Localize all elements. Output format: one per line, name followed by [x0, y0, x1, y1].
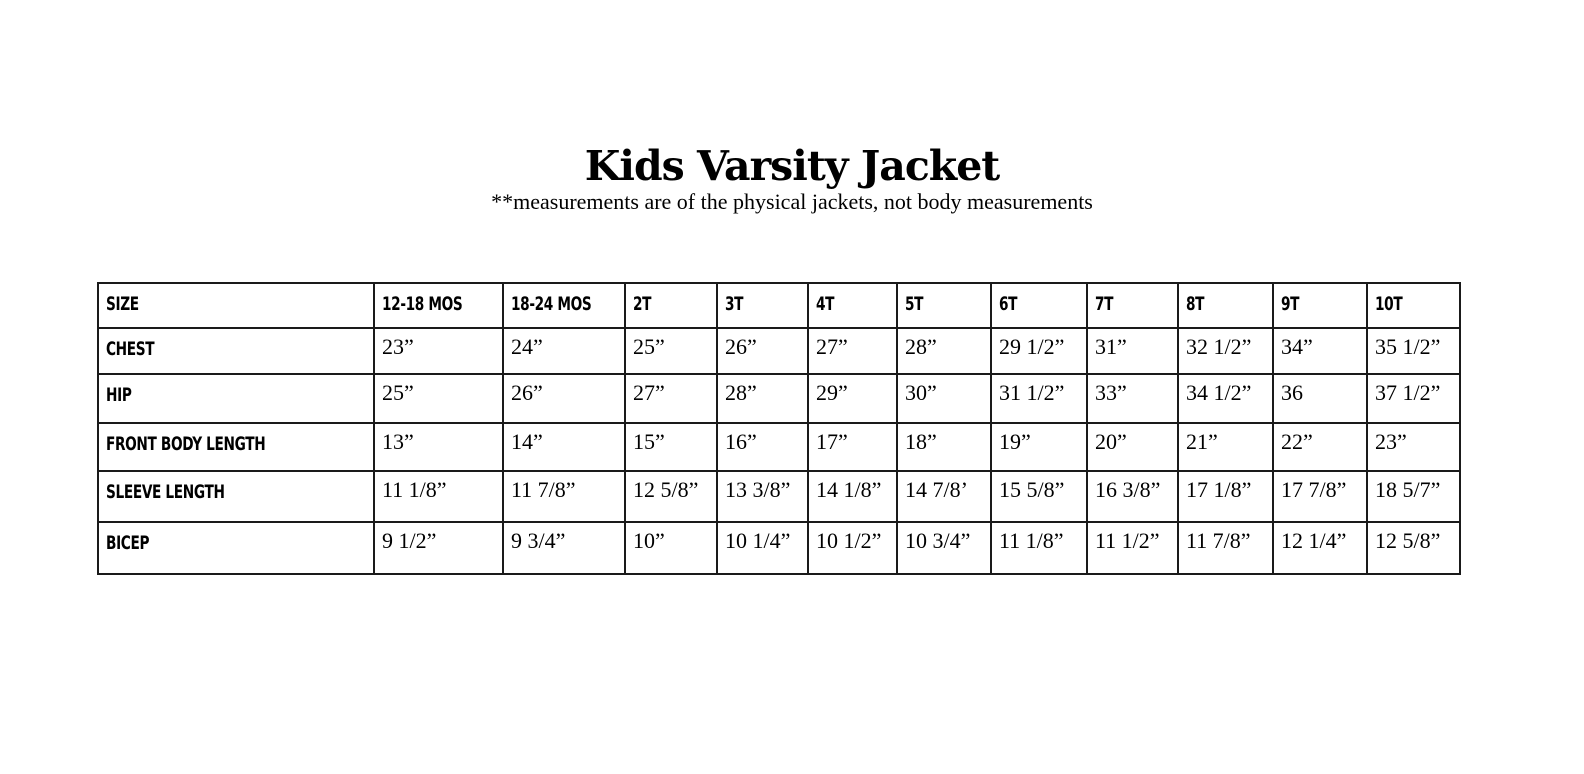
table-cell	[808, 522, 897, 574]
table-cell	[503, 423, 625, 471]
cell-value: 26”	[511, 380, 543, 405]
header-cell-text: 10T	[1375, 293, 1403, 315]
table-cell	[374, 423, 503, 471]
header-cell-text: SIZE	[106, 293, 139, 315]
table-cell	[717, 522, 808, 574]
cell-value: 14 1/8”	[816, 477, 882, 502]
row-label-cell	[98, 374, 374, 423]
cell-value: 15”	[633, 429, 665, 454]
table-cell	[717, 328, 808, 374]
table-cell	[374, 471, 503, 522]
cell-value: 29 1/2”	[999, 334, 1065, 359]
cell-value: 10”	[633, 528, 665, 553]
cell-value: 28”	[905, 334, 937, 359]
header-cell-text: 4T	[816, 293, 835, 315]
table-cell	[625, 522, 717, 574]
cell-value: 36	[1281, 380, 1303, 405]
cell-value: 20”	[1095, 429, 1127, 454]
table-cell	[897, 522, 991, 574]
table-cell	[374, 522, 503, 574]
header-cell-text: 5T	[905, 293, 924, 315]
header-cell-text: 7T	[1095, 293, 1114, 315]
table-cell	[1273, 423, 1367, 471]
cell-value: 17”	[816, 429, 848, 454]
row-label-cell	[98, 423, 374, 471]
cell-value: 15 5/8”	[999, 477, 1065, 502]
table-row	[98, 423, 1460, 471]
cell-value: 11 7/8”	[1186, 528, 1251, 553]
cell-value: 16 3/8”	[1095, 477, 1161, 502]
table-cell	[991, 423, 1087, 471]
table-cell	[808, 423, 897, 471]
cell-value: 14 7/8’	[905, 477, 968, 502]
table-cell	[991, 374, 1087, 423]
table-cell	[374, 374, 503, 423]
cell-value: 16”	[725, 429, 757, 454]
cell-value: 13 3/8”	[725, 477, 791, 502]
table-cell	[1087, 423, 1178, 471]
cell-value: 9 3/4”	[511, 528, 566, 553]
table-cell	[1273, 522, 1367, 574]
cell-value: 11 7/8”	[511, 477, 576, 502]
table-cell	[1273, 471, 1367, 522]
table-header-row	[98, 283, 1460, 328]
header-cell	[625, 283, 717, 328]
table-cell	[1087, 522, 1178, 574]
table-cell	[503, 328, 625, 374]
table-cell	[374, 328, 503, 374]
table-cell	[1367, 471, 1460, 522]
table-cell	[503, 374, 625, 423]
cell-value: 12 1/4”	[1281, 528, 1347, 553]
table-cell	[625, 471, 717, 522]
row-label: CHEST	[106, 338, 155, 360]
cell-value: 17 1/8”	[1186, 477, 1252, 502]
cell-value: 19”	[999, 429, 1031, 454]
cell-value: 10 3/4”	[905, 528, 971, 553]
cell-value: 29”	[816, 380, 848, 405]
table-row	[98, 328, 1460, 374]
header-cell	[717, 283, 808, 328]
row-label: FRONT BODY LENGTH	[106, 433, 266, 455]
cell-value: 12 5/8”	[633, 477, 699, 502]
row-label-cell	[98, 471, 374, 522]
header-cell-text: 18-24 MOS	[511, 293, 592, 315]
table-cell	[808, 374, 897, 423]
table-cell	[1087, 374, 1178, 423]
table-cell	[1367, 328, 1460, 374]
cell-value: 34”	[1281, 334, 1313, 359]
table-cell	[991, 328, 1087, 374]
cell-value: 32 1/2”	[1186, 334, 1252, 359]
cell-value: 22”	[1281, 429, 1313, 454]
cell-value: 11 1/8”	[999, 528, 1064, 553]
cell-value: 37 1/2”	[1375, 380, 1441, 405]
cell-value: 35 1/2”	[1375, 334, 1441, 359]
header-cell	[503, 283, 625, 328]
table-cell	[717, 374, 808, 423]
table-cell	[625, 423, 717, 471]
table-cell	[808, 471, 897, 522]
table-cell	[897, 328, 991, 374]
cell-value: 21”	[1186, 429, 1218, 454]
cell-value: 27”	[816, 334, 848, 359]
cell-value: 31”	[1095, 334, 1127, 359]
cell-value: 27”	[633, 380, 665, 405]
cell-value: 31 1/2”	[999, 380, 1065, 405]
header-cell-text: 9T	[1281, 293, 1300, 315]
table-cell	[1273, 328, 1367, 374]
cell-value: 18 5/7”	[1375, 477, 1441, 502]
table-row	[98, 522, 1460, 574]
cell-value: 9 1/2”	[382, 528, 437, 553]
cell-value: 17 7/8”	[1281, 477, 1347, 502]
header-cell	[1273, 283, 1367, 328]
header-cell	[1178, 283, 1273, 328]
header-cell-text: 12-18 MOS	[382, 293, 463, 315]
table-cell	[1087, 471, 1178, 522]
table-cell	[1367, 374, 1460, 423]
cell-value: 10 1/4”	[725, 528, 791, 553]
header-cell	[98, 283, 374, 328]
cell-value: 33”	[1095, 380, 1127, 405]
table-row	[98, 471, 1460, 522]
header-cell	[1367, 283, 1460, 328]
table-cell	[717, 471, 808, 522]
table-cell	[1367, 522, 1460, 574]
cell-value: 26”	[725, 334, 757, 359]
cell-value: 25”	[633, 334, 665, 359]
page-title: Kids Varsity Jacket	[584, 142, 1000, 190]
table-cell	[503, 522, 625, 574]
table-cell	[717, 423, 808, 471]
row-label: BICEP	[106, 532, 150, 554]
header-cell-text: 3T	[725, 293, 744, 315]
table-cell	[1273, 374, 1367, 423]
table-cell	[1178, 328, 1273, 374]
cell-value: 25”	[382, 380, 414, 405]
table-cell	[1367, 423, 1460, 471]
header-cell-text: 2T	[633, 293, 652, 315]
cell-value: 11 1/8”	[382, 477, 447, 502]
table-cell	[897, 374, 991, 423]
table-cell	[991, 471, 1087, 522]
table-cell	[1178, 423, 1273, 471]
cell-value: 18”	[905, 429, 937, 454]
cell-value: 13”	[382, 429, 414, 454]
cell-value: 14”	[511, 429, 543, 454]
table-cell	[625, 374, 717, 423]
table-cell	[808, 328, 897, 374]
row-label-cell	[98, 328, 374, 374]
cell-value: 11 1/2”	[1095, 528, 1160, 553]
table-cell	[897, 471, 991, 522]
header-cell-text: 6T	[999, 293, 1018, 315]
header-cell	[808, 283, 897, 328]
table-cell	[1178, 471, 1273, 522]
cell-value: 12 5/8”	[1375, 528, 1441, 553]
cell-value: 23”	[1375, 429, 1407, 454]
cell-value: 34 1/2”	[1186, 380, 1252, 405]
header-cell	[897, 283, 991, 328]
cell-value: 28”	[725, 380, 757, 405]
header-cell-text: 8T	[1186, 293, 1205, 315]
table-cell	[1178, 522, 1273, 574]
header-cell	[1087, 283, 1178, 328]
header-cell	[991, 283, 1087, 328]
page-subtitle: **measurements are of the physical jackets, not body measurements	[491, 189, 1093, 214]
header-cell	[374, 283, 503, 328]
cell-value: 24”	[511, 334, 543, 359]
row-label-cell	[98, 522, 374, 574]
table-cell	[897, 423, 991, 471]
table-cell	[625, 328, 717, 374]
row-label: HIP	[106, 384, 132, 406]
row-label: SLEEVE LENGTH	[106, 481, 225, 503]
cell-value: 10 1/2”	[816, 528, 882, 553]
table-row	[98, 374, 1460, 423]
size-chart-table	[97, 282, 1461, 575]
table-cell	[503, 471, 625, 522]
cell-value: 30”	[905, 380, 937, 405]
table-cell	[1087, 328, 1178, 374]
cell-value: 23”	[382, 334, 414, 359]
table-cell	[991, 522, 1087, 574]
table-cell	[1178, 374, 1273, 423]
